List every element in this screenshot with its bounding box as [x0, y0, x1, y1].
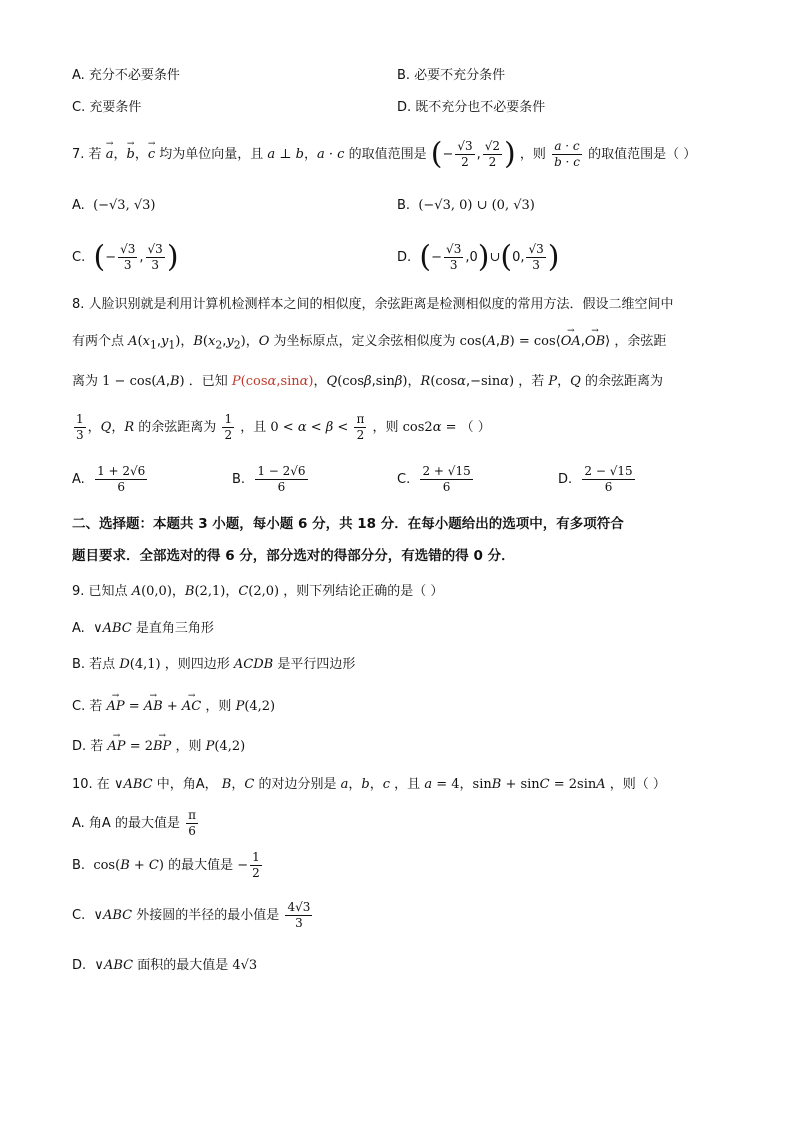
- vector-a: → a: [106, 135, 114, 175]
- q7-text-d: ，则: [519, 147, 546, 162]
- q7-text-a: 若: [88, 147, 102, 162]
- q10-option-d: D. ∨ABC 面积的最大值是 4√3: [72, 958, 258, 973]
- q7-ratio: $\frac{a \cdot c}{b \cdot c}$: [554, 139, 580, 169]
- q10-option-a: A. 角A 的最大值是 $\frac{\pi}{6}$: [72, 808, 196, 838]
- q6-option-a: A. 充分不必要条件: [72, 68, 180, 83]
- q8-option-d: D. $\frac{2 - √15}{6}$: [558, 464, 633, 494]
- vector-b: → b: [126, 135, 134, 175]
- section-2-heading-2: 题目要求．全部选对的得 6 分，部分选对的得部分分，有选错的得 0 分．: [72, 548, 515, 564]
- q7-option-a: A. (−√3, √3): [72, 198, 156, 213]
- q7-text-c: 的取值范围是: [348, 147, 427, 162]
- q6-option-b: B. 必要不充分条件: [397, 68, 506, 83]
- q10-option-c: C. ∨ABC 外接圆的半径的最小值是 $\frac{4√3}{3}$: [72, 900, 311, 930]
- q8-option-b: B. $\frac{1 - 2√6}{6}$: [232, 464, 306, 494]
- q7-number: 7.: [72, 147, 85, 162]
- q7-stem: 7. 若 → a，→ b，→ c 均为单位向量，且 a ⊥ b，a · c 的取值范围是 (− $\frac{√3}{2}$ , $\frac{√2}{2}$ ) ，则 $\frac{a \cdot c}{b \cdot c}$ 的取值范围是（ ）: [72, 135, 696, 175]
- q7-option-b: B. (−√3, 0) ∪ (0, √3): [397, 198, 535, 213]
- q8-option-c: C. $\frac{2 + √15}{6}$: [397, 464, 471, 494]
- q7-option-c: C. (− $\frac{√3}{3}$ , $\frac{√3}{3}$ ): [72, 239, 179, 275]
- q8-line-2: 有两个点 $A(x_1,y_1)$，$B(x_2,y_2)$，O 为坐标原点，定义余弦相似度为 cos(A,B) = cos⟨→ OA,→ OB⟩ ，余弦距: [72, 332, 666, 356]
- q7-option-d: D. (− $\frac{√3}{3}$ ,0)∪(0, $\frac{√3}{3}$ ): [397, 239, 560, 275]
- q9-option-d: D. 若 → AP = 2→ BP ，则 P(4,2): [72, 737, 245, 757]
- q7-dot: a · c: [316, 147, 345, 162]
- q9-option-b: B. 若点 D(4,1) ，则四边形 ACDB 是平行四边形: [72, 657, 356, 672]
- q10-option-b: B. cos(B + C) 的最大值是 − $\frac{1}{2}$: [72, 850, 260, 880]
- q8-line-3: 离为 1 − cos(A,B) ．已知 P(cosα,sinα)，Q(cosβ,sinβ)，R(cosα,−sinα) ，若 P，Q 的余弦距离为: [72, 374, 663, 389]
- q10-stem: 10. 在 ∨ABC 中，角A， B，C 的对边分别是 a，b，c ，且 a = 4，sinB + sinC = 2sinA ，则（ ）: [72, 777, 666, 792]
- q7-text-b: 均为单位向量，且: [159, 147, 264, 162]
- q8-option-a: A. $\frac{1 + 2√6}{6}$: [72, 464, 146, 494]
- q8-line-1: 8. 人脸识别就是利用计算机检测样本之间的相似度，余弦距离是检测相似度的常用方法．假设二维空间中: [72, 297, 674, 312]
- q9-option-c: C. 若 → AP = → AB + → AC ，则 P(4,2): [72, 697, 275, 717]
- q8-line-4: $\frac{1}{3}$ ，Q，R 的余弦距离为 $\frac{1}{2}$ ，且 0 < α < β < $\frac{\pi}{2}$ ，则 cos2α = （ ）: [76, 412, 491, 442]
- q7-text-e: 的取值范围是（ ）: [588, 147, 697, 162]
- section-2-heading-1: 二、选择题：本题共 3 小题，每小题 6 分，共 18 分．在每小题给出的选项中，有多项符合: [72, 516, 624, 532]
- q6-option-c: C. 充要条件: [72, 100, 142, 115]
- q7-condition: a ⊥ b: [267, 147, 304, 162]
- vector-c: → c: [148, 135, 155, 175]
- q9-option-a: A. ∨ABC 是直角三角形: [72, 621, 214, 636]
- q6-option-d: D. 既不充分也不必要条件: [397, 100, 546, 115]
- q9-stem: 9. 已知点 A(0,0)，B(2,1)，C(2,0) ，则下列结论正确的是（ ）: [72, 584, 444, 599]
